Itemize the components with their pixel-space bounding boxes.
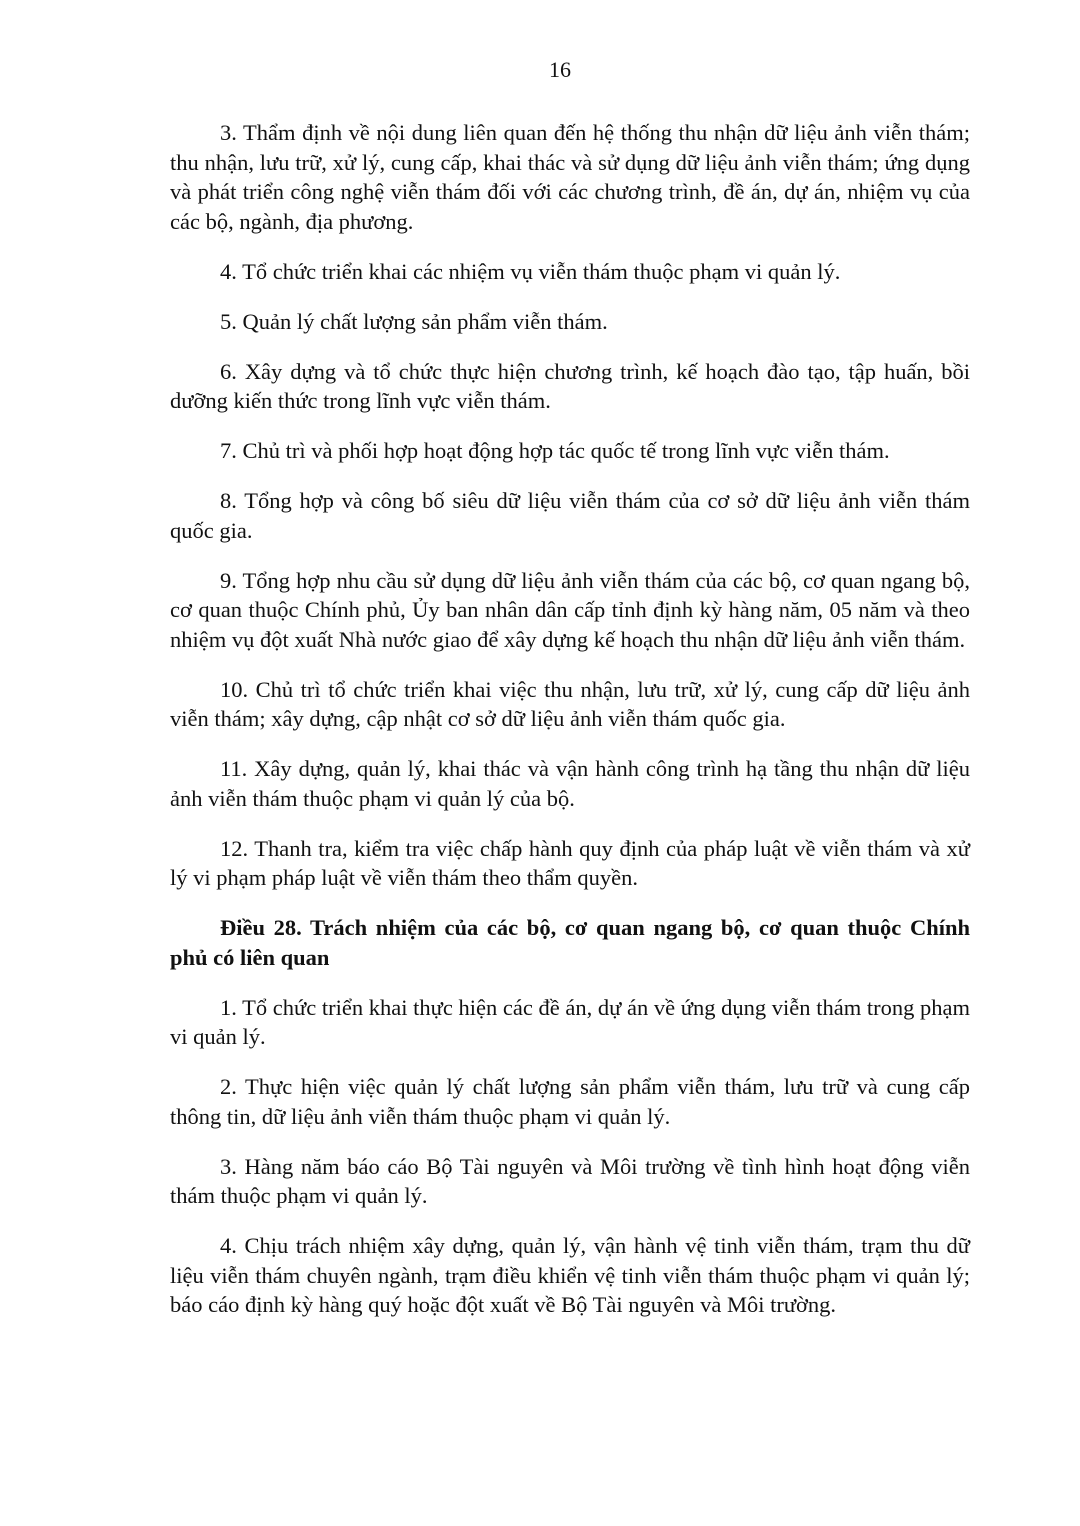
clause-6: 6. Xây dựng và tổ chức thực hiện chương trình, kế hoạch đào tạo, tập huấn, bồi dưỡng kiến thức trong lĩnh vực viễn thám. (170, 358, 970, 413)
page-number: 16 (549, 57, 571, 82)
article-28-clause-3: 3. Hàng năm báo cáo Bộ Tài nguyên và Môi trường về tình hình hoạt động viễn thám thuộc phạm vi quản lý. (170, 1153, 970, 1208)
clause-10: 10. Chủ trì tổ chức triển khai việc thu nhận, lưu trữ, xử lý, cung cấp dữ liệu ảnh viễn thám; xây dựng, cập nhật cơ sở dữ liệu ảnh viễn thám quốc gia. (170, 676, 970, 731)
clause-3: 3. Thẩm định về nội dung liên quan đến hệ thống thu nhận dữ liệu ảnh viễn thám; thu nhận, lưu trữ, xử lý, cung cấp, khai thác và sử dụng dữ liệu ảnh viễn thám; ứng dụng và phát triển công nghệ viễn thám đối với các chương trình, đề án, dự án, nhiệm vụ của các bộ, ngành, địa phương. (170, 120, 970, 234)
clause-4: 4. Tổ chức triển khai các nhiệm vụ viễn thám thuộc phạm vi quản lý. (220, 258, 841, 284)
article-28-heading: Điều 28. Trách nhiệm của các bộ, cơ quan ngang bộ, cơ quan thuộc Chính phủ có liên quan (170, 915, 970, 970)
article-28-clause-1: 1. Tổ chức triển khai thực hiện các đề án, dự án về ứng dụng viễn thám trong phạm vi quản lý. (170, 994, 970, 1049)
clause-12: 12. Thanh tra, kiểm tra việc chấp hành quy định của pháp luật về viễn thám và xử lý vi phạm pháp luật về viễn thám theo thẩm quyền. (170, 835, 970, 890)
article-28-clause-2: 2. Thực hiện việc quản lý chất lượng sản phẩm viễn thám, lưu trữ và cung cấp thông tin, dữ liệu ảnh viễn thám thuộc phạm vi quản lý. (170, 1074, 970, 1129)
document-body (170, 118, 970, 1340)
article-28-clause-4: 4. Chịu trách nhiệm xây dựng, quản lý, vận hành vệ tinh viễn thám, trạm thu dữ liệu viễn thám chuyên ngành, trạm điều khiển vệ tinh viễn thám thuộc phạm vi quản lý; báo cáo định kỳ hàng quý hoặc đột xuất về Bộ Tài nguyên và Môi trường. (170, 1233, 970, 1317)
clause-8: 8. Tổng hợp và công bố siêu dữ liệu viễn thám của cơ sở dữ liệu ảnh viễn thám quốc gia. (170, 488, 970, 543)
clause-11: 11. Xây dựng, quản lý, khai thác và vận hành công trình hạ tầng thu nhận dữ liệu ảnh viễn thám thuộc phạm vi quản lý của bộ. (170, 756, 970, 811)
clause-7: 7. Chủ trì và phối hợp hoạt động hợp tác quốc tế trong lĩnh vực viễn thám. (220, 438, 890, 463)
clause-9: 9. Tổng hợp nhu cầu sử dụng dữ liệu ảnh viễn thám của các bộ, cơ quan ngang bộ, cơ quan thuộc Chính phủ, Ủy ban nhân dân cấp tỉnh định kỳ hàng năm, 05 năm và theo nhiệm vụ đột xuất Nhà nước giao để xây dựng kế hoạch thu nhận dữ liệu ảnh viễn thám. (170, 567, 970, 652)
clause-5: 5. Quản lý chất lượng sản phẩm viễn thám. (220, 308, 608, 334)
